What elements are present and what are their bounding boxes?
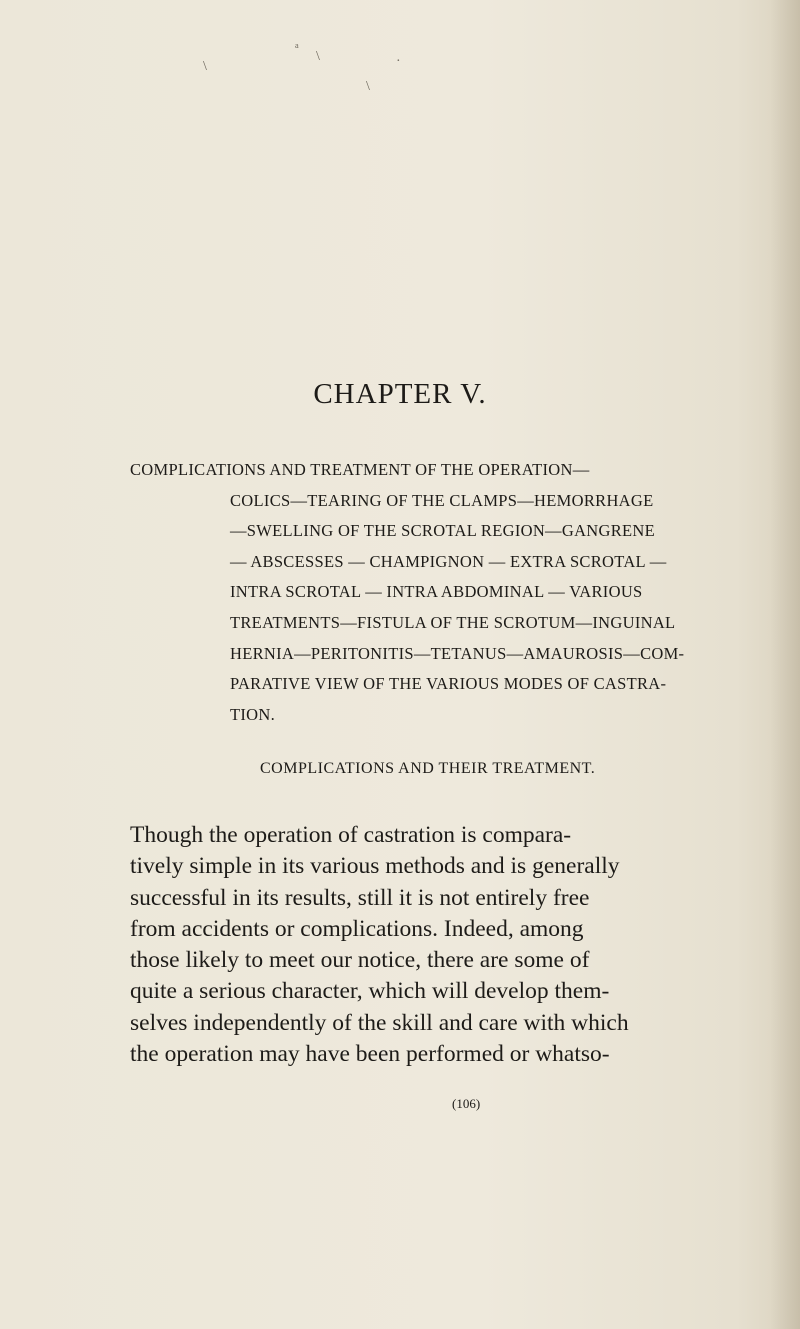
chapter-synopsis: [130, 455, 790, 730]
speck: \: [203, 59, 207, 74]
synopsis-line: — ABSCESSES — CHAMPIGNON — EXTRA SCROTAL —: [230, 551, 667, 571]
body-paragraph: [130, 820, 790, 1070]
body-line: tively simple in its various methods and is generally: [130, 853, 620, 880]
page-number: (106): [452, 1096, 481, 1111]
section-heading: COMPLICATIONS AND THEIR TREATMENT.: [260, 760, 596, 777]
synopsis-line: INTRA SCROTAL — INTRA ABDOMINAL — VARIOUS: [230, 582, 643, 602]
synopsis-line: PARATIVE VIEW OF THE VARIOUS MODES OF CASTRA-: [230, 674, 667, 694]
synopsis-line: HERNIA—PERITONITIS—TETANUS—AMAUROSIS—COM-: [230, 643, 685, 663]
speck: \: [366, 79, 370, 94]
body-line: from accidents or complications. Indeed, among: [130, 915, 584, 942]
body-line: Though the operation of castration is compara-: [130, 822, 572, 848]
body-line: those likely to meet our notice, there are some of: [130, 947, 590, 974]
synopsis-line: —SWELLING OF THE SCROTAL REGION—GANGRENE: [230, 521, 655, 541]
speck: ᵃ: [295, 41, 299, 56]
speck: \: [316, 49, 320, 64]
synopsis-line: TION.: [230, 704, 276, 724]
speck: ·: [396, 54, 401, 69]
synopsis-line: TREATMENTS—FISTULA OF THE SCROTUM—INGUINAL: [230, 612, 676, 632]
synopsis-line: COLICS—TEARING OF THE CLAMPS—HEMORRHAGE: [230, 490, 654, 510]
body-line: successful in its results, still it is not entirely free: [130, 884, 590, 911]
chapter-title: CHAPTER V.: [313, 378, 487, 410]
body-line: quite a serious character, which will develop them-: [130, 978, 610, 1005]
body-line: the operation may have been performed or whatso-: [130, 1041, 610, 1068]
body-line: selves independently of the skill and care with which: [130, 1009, 629, 1036]
synopsis-line: COMPLICATIONS AND TREATMENT OF THE OPERATION—: [130, 460, 590, 479]
